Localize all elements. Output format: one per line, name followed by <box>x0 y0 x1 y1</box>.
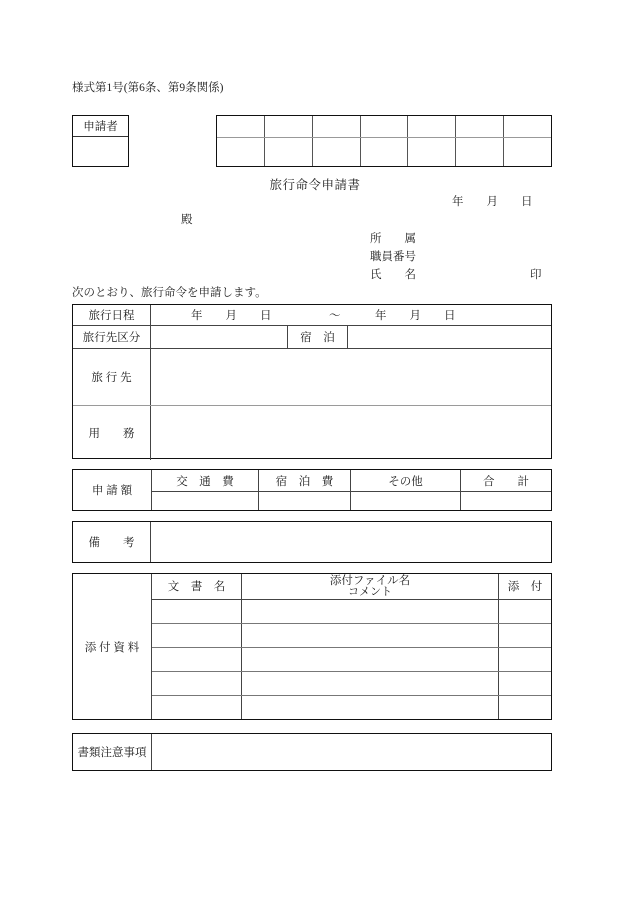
attachment-header-attach: 添 付 <box>507 581 543 594</box>
affiliation-label: 所 属 <box>370 233 416 245</box>
attachment-cell-attach[interactable] <box>499 696 551 719</box>
attachment-row <box>152 600 551 624</box>
destination-type-label: 旅行先区分 <box>73 326 151 348</box>
attachment-grid <box>152 574 551 719</box>
stamp-grid-row <box>217 116 551 138</box>
lodging-label: 宿 泊 <box>288 326 348 348</box>
attachment-row-label: 添 付 資 料 <box>73 574 152 719</box>
attachment-header-file-name-line1: 添付ファイル名 <box>329 574 411 587</box>
applicant-box <box>72 115 129 167</box>
attachment-cell-file-name[interactable] <box>242 696 499 719</box>
attachment-cell-document-name[interactable] <box>152 672 242 695</box>
attachment-row <box>152 648 551 672</box>
attachment-header-document-name: 文 書 名 <box>152 574 242 599</box>
trip-details-table <box>72 304 552 459</box>
attachment-outer-row <box>73 574 551 719</box>
amount-value-lodging[interactable] <box>259 492 351 510</box>
amount-header-lodging: 宿 泊 費 <box>259 470 351 491</box>
stamp-cell[interactable] <box>408 116 456 137</box>
stamp-grid-row <box>217 138 551 166</box>
trip-schedule-value[interactable]: 年 月 日 ～ 年 月 日 <box>191 310 456 322</box>
amount-table <box>72 469 552 511</box>
employee-number-label: 職員番号 <box>370 251 416 263</box>
stamp-cell[interactable] <box>504 116 551 137</box>
attachment-cell-document-name[interactable] <box>152 696 242 719</box>
attachment-cell-document-name[interactable] <box>152 600 242 623</box>
attachment-header-row <box>152 574 551 600</box>
attachment-row <box>152 624 551 648</box>
attachment-cell-attach[interactable] <box>499 624 551 647</box>
attachment-cell-file-name[interactable] <box>242 672 499 695</box>
notes-label: 書類注意事項 <box>73 734 152 770</box>
amount-value-total[interactable] <box>461 492 551 510</box>
attachment-cell-document-name[interactable] <box>152 648 242 671</box>
amount-columns <box>152 470 551 510</box>
attachment-cell-file-name[interactable] <box>242 600 499 623</box>
document-title: 旅行命令申請書 <box>269 178 361 192</box>
amount-value-other[interactable] <box>351 492 461 510</box>
remark-table <box>72 521 552 563</box>
approval-stamp-grid <box>216 115 552 167</box>
attachment-row <box>152 696 551 719</box>
attachment-cell-attach[interactable] <box>499 648 551 671</box>
business-row <box>73 406 551 460</box>
attachment-cell-file-name[interactable] <box>242 624 499 647</box>
amount-header-other: その他 <box>351 470 461 491</box>
addressee-label: 殿 <box>181 214 193 226</box>
intro-sentence: 次のとおり、旅行命令を申請します。 <box>72 287 267 299</box>
attachment-cell-file-name[interactable] <box>242 648 499 671</box>
stamp-cell[interactable] <box>408 138 456 166</box>
notes-value[interactable] <box>152 734 551 770</box>
business-label: 用 務 <box>73 406 151 460</box>
remark-row <box>73 522 551 562</box>
amount-header-row <box>152 470 551 492</box>
destination-value[interactable] <box>151 349 551 405</box>
stamp-cell[interactable] <box>265 138 313 166</box>
form-code-label: 様式第1号(第6条、第9条関係) <box>72 82 224 94</box>
remark-label: 備 考 <box>73 522 151 562</box>
stamp-cell[interactable] <box>456 138 504 166</box>
destination-type-row <box>73 326 551 349</box>
stamp-cell[interactable] <box>217 138 265 166</box>
seal-label: 印 <box>530 269 542 281</box>
destination-label: 旅 行 先 <box>73 349 151 405</box>
attachment-cell-attach[interactable] <box>499 600 551 623</box>
stamp-cell[interactable] <box>313 116 361 137</box>
stamp-cell[interactable] <box>456 116 504 137</box>
lodging-value[interactable] <box>348 326 551 348</box>
trip-schedule-label: 旅行日程 <box>73 305 151 325</box>
notes-table <box>72 733 552 771</box>
business-value[interactable] <box>151 406 551 460</box>
stamp-cell[interactable] <box>265 116 313 137</box>
attachment-table <box>72 573 552 720</box>
amount-value-row <box>152 492 551 510</box>
stamp-cell[interactable] <box>313 138 361 166</box>
attachment-header-file-name <box>242 574 499 599</box>
destination-type-value[interactable] <box>151 326 288 348</box>
destination-row <box>73 349 551 406</box>
stamp-cell[interactable] <box>217 116 265 137</box>
stamp-cell[interactable] <box>361 138 409 166</box>
amount-row-label: 申 請 額 <box>73 470 152 510</box>
applicant-box-label: 申請者 <box>73 116 128 137</box>
amount-header-transport: 交 通 費 <box>152 470 259 491</box>
attachment-cell-attach[interactable] <box>499 672 551 695</box>
trip-schedule-row <box>73 305 551 326</box>
stamp-cell[interactable] <box>504 138 551 166</box>
amount-header-total: 合 計 <box>483 475 529 488</box>
notes-row <box>73 734 551 770</box>
name-label: 氏 名 <box>370 269 416 281</box>
date-line[interactable]: 年 月 日 <box>452 196 533 208</box>
attachment-row <box>152 672 551 696</box>
remark-value[interactable] <box>151 522 551 562</box>
attachment-header-file-comment-line2: コメント <box>348 585 392 598</box>
amount-value-transport[interactable] <box>152 492 259 510</box>
amount-row <box>73 470 551 510</box>
stamp-cell[interactable] <box>361 116 409 137</box>
attachment-cell-document-name[interactable] <box>152 624 242 647</box>
